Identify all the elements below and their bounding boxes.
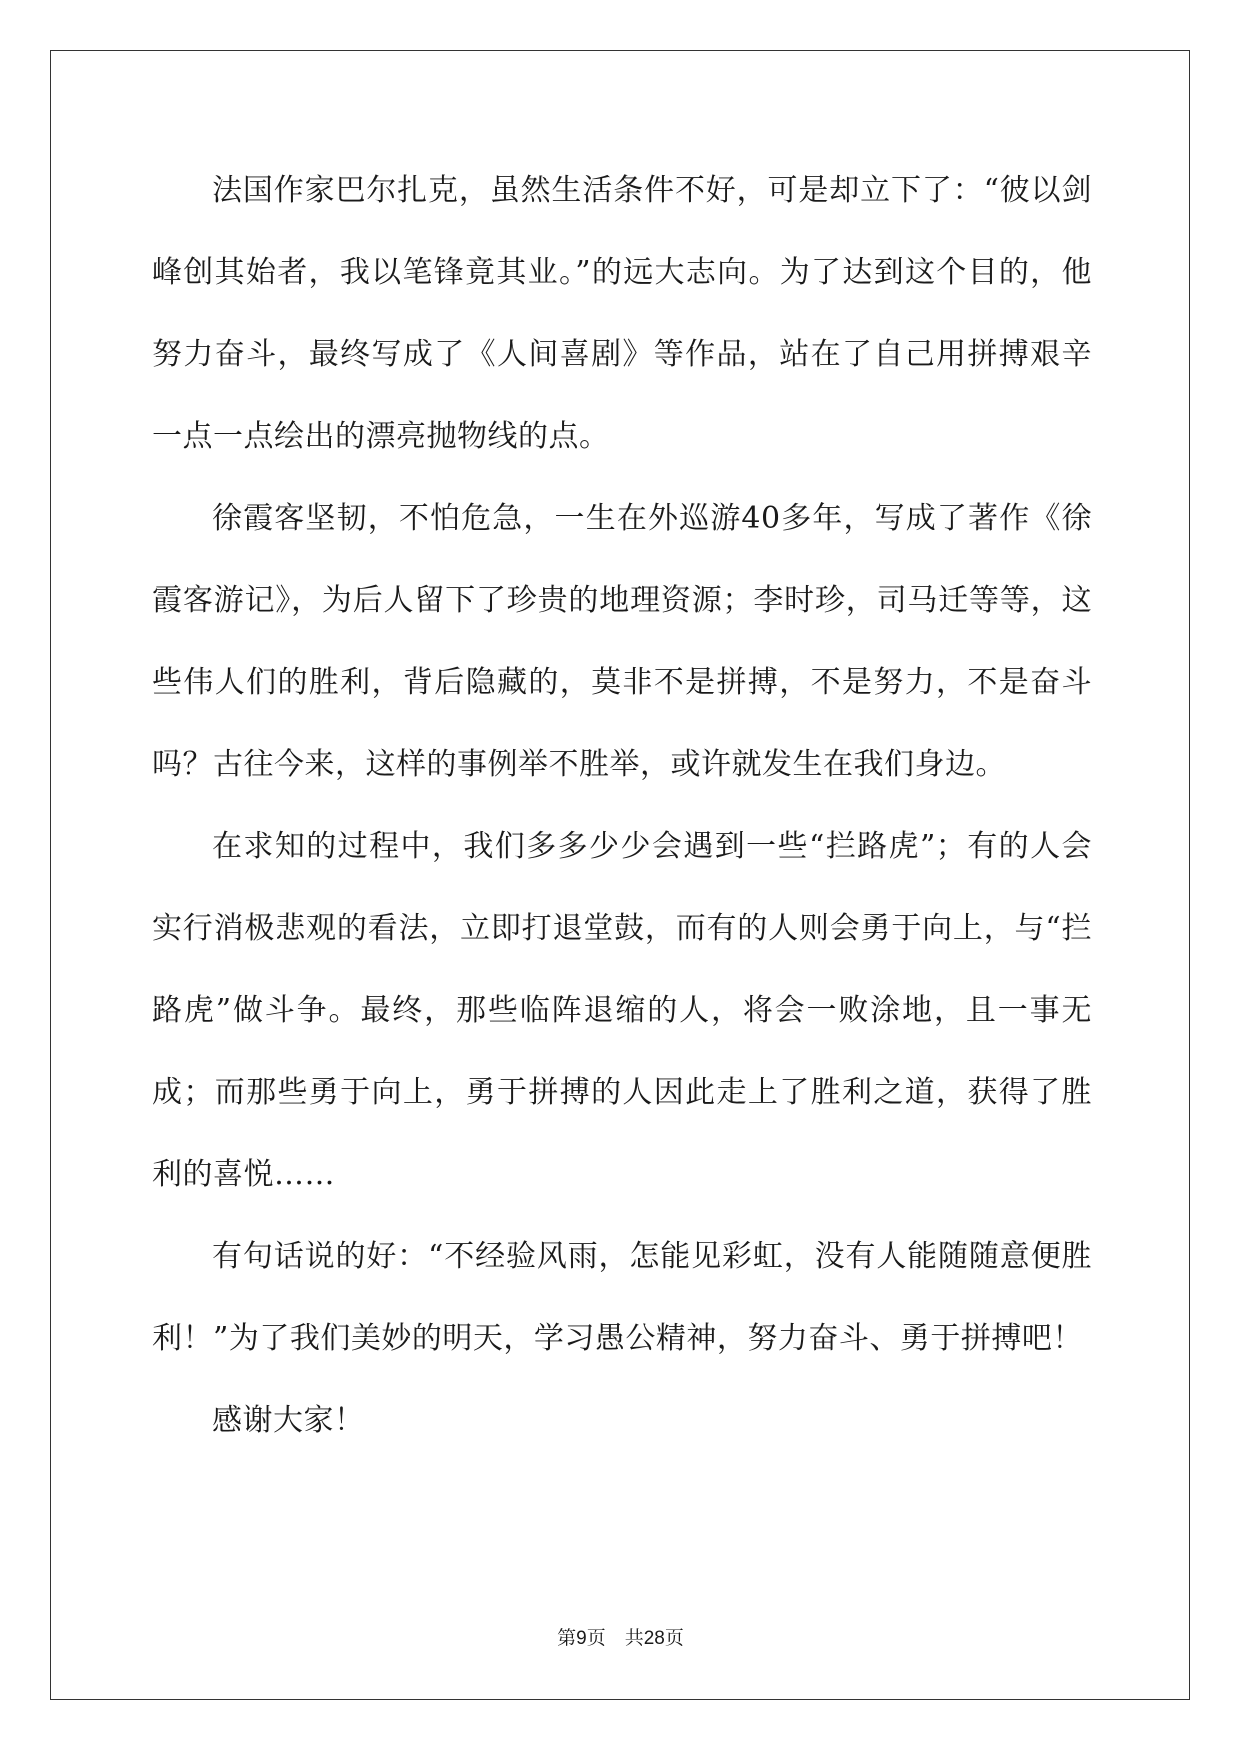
paragraph-xu-xiake: 徐霞客坚韧，不怕危急，一生在外巡游40多年，写成了著作《徐霞客游记》，为后人留下了珍贵的地理资源；李时珍，司马迁等等，这些伟人们的胜利，背后隐藏的，莫非不是拼搏，不是努力，不是奋斗吗？古往今来，这样的事例举不胜举，或许就发生在我们身边。 — [152, 501, 1092, 782]
paragraph-saying: 有句话说的好：“不经验风雨，怎能见彩虹，没有人能随随意便胜利！”为了我们美妙的明天，学习愚公精神，努力奋斗、勇于拼搏吧！ — [152, 1239, 1092, 1356]
page-current: 9 — [576, 1628, 587, 1649]
page-total: 28 — [643, 1628, 665, 1649]
page-prefix: 第 — [557, 1627, 577, 1649]
paragraph-balzac: 法国作家巴尔扎克，虽然生活条件不好，可是却立下了：“彼以剑峰创其始者，我以笔锋竟其业。”的远大志向。为了达到这个目的，他努力奋斗，最终写成了《人间喜剧》等作品，站在了自己用拼搏艰辛一点一点绘出的漂亮抛物线的点。 — [152, 173, 1092, 454]
paragraph-thanks: 感谢大家！ — [212, 1403, 365, 1438]
page-number-footer — [0, 1623, 1241, 1650]
page-suffix: 页 — [664, 1627, 684, 1649]
document-body — [152, 150, 1092, 1462]
paragraph-obstacles: 在求知的过程中，我们多多少少会遇到一些“拦路虎”；有的人会实行消极悲观的看法，立即打退堂鼓，而有的人则会勇于向上，与“拦路虎”做斗争。最终，那些临阵退缩的人，将会一败涂地，且一事无成；而那些勇于向上，勇于拼搏的人因此走上了胜利之道，获得了胜利的喜悦…… — [152, 829, 1092, 1192]
page-mid: 页 共 — [586, 1627, 644, 1649]
